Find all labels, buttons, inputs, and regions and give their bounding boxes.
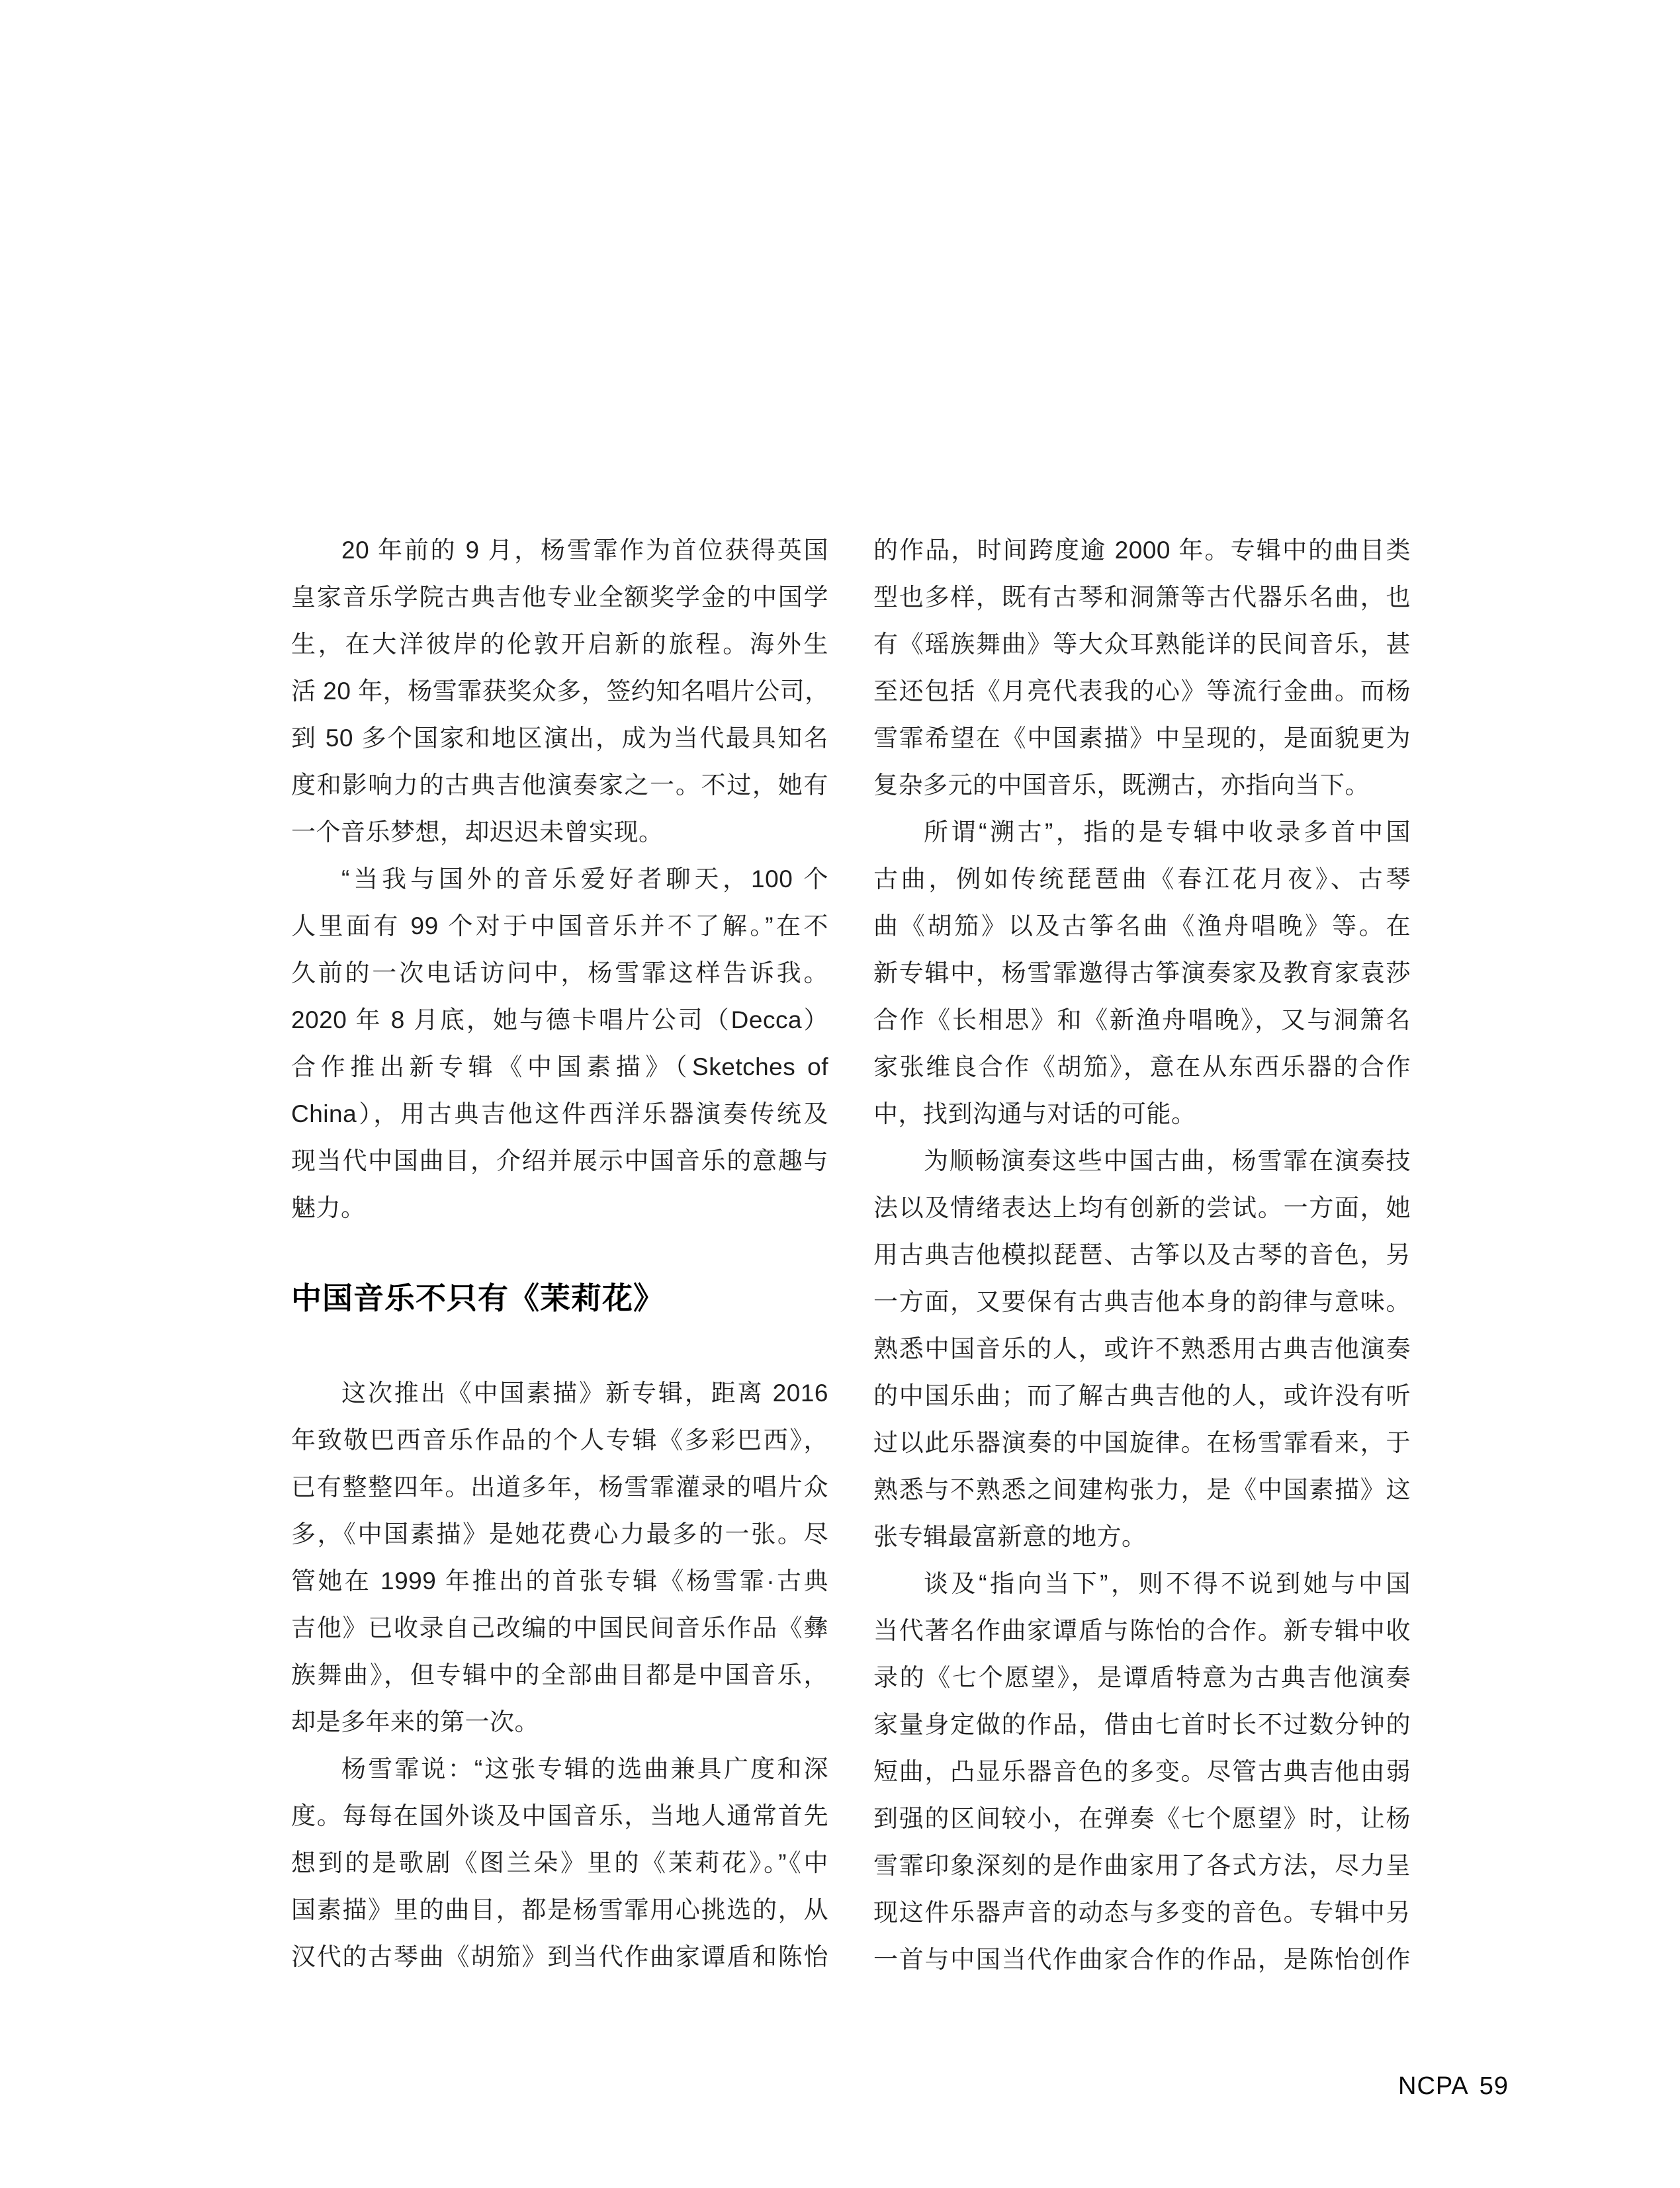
text-line: 熟悉与不熟悉之间建构张力，是《中国素描》这 [873, 1476, 1411, 1503]
text-line: 雪霏希望在《中国素描》中呈现的，是面貌更为 [873, 724, 1411, 752]
text-line: 录的《七个愿望》，是谭盾特意为古典吉他演奏 [873, 1664, 1411, 1691]
text-line: 熟悉中国音乐的人，或许不熟悉用古典吉他演奏 [873, 1335, 1411, 1362]
paragraph [873, 809, 1411, 1137]
paragraph [291, 527, 828, 855]
text-line: 却是多年来的第一次。 [291, 1708, 539, 1735]
text-line: 谈及“指向当下”，则不得不说到她与中国 [924, 1570, 1411, 1597]
text-line: 张专辑最富新意的地方。 [873, 1523, 1147, 1550]
footer-brand: NCPA [1398, 2072, 1469, 2100]
text-line: 2020 年 8 月底，她与德卡唱片公司（Decca） [291, 1006, 828, 1033]
text-line: 复杂多元的中国音乐，既溯古，亦指向当下。 [873, 771, 1370, 799]
text-line: 管她在 1999 年推出的首张专辑《杨雪霏·古典 [291, 1567, 828, 1595]
paragraph [873, 1137, 1411, 1560]
paragraph [291, 855, 828, 1231]
text-line: 有《瑶族舞曲》等大众耳熟能详的民间音乐，甚 [873, 631, 1411, 658]
text-line: 到 50 多个国家和地区演出，成为当代最具知名 [291, 724, 828, 752]
text-line: 短曲，凸显乐器音色的多变。尽管古典吉他由弱 [873, 1758, 1411, 1785]
paragraph [291, 1745, 828, 1980]
text-line: 这次推出《中国素描》新专辑，距离 2016 [341, 1379, 828, 1407]
page-footer [1398, 2071, 1509, 2101]
column-left [291, 527, 828, 1980]
page-number: 59 [1479, 2072, 1509, 2100]
text-line: 汉代的古琴曲《胡笳》到当代作曲家谭盾和陈怡 [291, 1943, 828, 1970]
text-line: 现当代中国曲目，介绍并展示中国音乐的意趣与 [291, 1147, 828, 1174]
text-line: 的中国乐曲；而了解古典吉他的人，或许没有听 [873, 1382, 1411, 1409]
text-line: 当代著名作曲家谭盾与陈怡的合作。新专辑中收 [873, 1617, 1411, 1644]
text-line: 一方面，又要保有古典吉他本身的韵律与意味。 [873, 1288, 1411, 1315]
text-line: 皇家音乐学院古典吉他专业全额奖学金的中国学 [291, 584, 828, 611]
text-line: 合作推出新专辑《中国素描》（Sketches of [291, 1053, 828, 1080]
text-line: 国素描》里的曲目，都是杨雪霏用心挑选的，从 [291, 1896, 828, 1923]
text-line: 家张维良合作《胡笳》，意在从东西乐器的合作 [873, 1053, 1411, 1080]
text-line: 法以及情绪表达上均有创新的尝试。一方面，她 [873, 1194, 1411, 1221]
text-line: China），用古典吉他这件西洋乐器演奏传统及 [291, 1100, 828, 1127]
text-line: 型也多样，既有古琴和洞箫等古代器乐名曲，也 [873, 584, 1411, 611]
text-line: 中，找到沟通与对话的可能。 [873, 1100, 1196, 1127]
text-line: 生，在大洋彼岸的伦敦开启新的旅程。海外生 [291, 631, 828, 658]
text-line: 所谓“溯古”，指的是专辑中收录多首中国 [924, 818, 1411, 846]
text-line: 曲《胡笳》以及古筝名曲《渔舟唱晚》等。在 [873, 912, 1411, 940]
text-line: 久前的一次电话访问中，杨雪霏这样告诉我。 [291, 959, 828, 986]
text-line: 过以此乐器演奏的中国旋律。在杨雪霏看来，于 [873, 1429, 1411, 1456]
paragraph [873, 527, 1411, 809]
text-line: 度和影响力的古典吉他演奏家之一。不过，她有 [291, 771, 828, 799]
text-line: 用古典吉他模拟琵琶、古筝以及古琴的音色，另 [873, 1241, 1411, 1268]
text-line: 族舞曲》，但专辑中的全部曲目都是中国音乐， [291, 1661, 828, 1688]
text-line: 新专辑中，杨雪霏邀得古筝演奏家及教育家袁莎 [873, 959, 1411, 986]
text-line: 魅力。 [291, 1194, 366, 1221]
paragraph [291, 1370, 828, 1745]
text-line: 合作《长相思》和《新渔舟唱晚》，又与洞箫名 [873, 1006, 1411, 1033]
text-line: 吉他》已收录自己改编的中国民间音乐作品《彝 [291, 1614, 828, 1641]
text-line: 度。每每在国外谈及中国音乐，当地人通常首先 [291, 1802, 828, 1829]
text-line: 雪霏印象深刻的是作曲家用了各式方法，尽力呈 [873, 1852, 1411, 1879]
text-line: 人里面有 99 个对于中国音乐并不了解。”在不 [291, 912, 828, 940]
text-line: “当我与国外的音乐爱好者聊天，100 个 [341, 865, 828, 893]
text-line: 到强的区间较小，在弹奏《七个愿望》时，让杨 [873, 1805, 1411, 1832]
section-heading: 中国音乐不只有《茉莉花》 [291, 1281, 664, 1315]
column-right [873, 527, 1411, 1983]
text-line: 的作品，时间跨度逾 2000 年。专辑中的曲目类 [873, 537, 1411, 564]
text-line: 至还包括《月亮代表我的心》等流行金曲。而杨 [873, 678, 1411, 705]
text-line: 20 年前的 9 月，杨雪霏作为首位获得英国 [341, 537, 828, 564]
text-line: 已有整整四年。出道多年，杨雪霏灌录的唱片众 [291, 1473, 828, 1501]
text-line: 一个音乐梦想，却迟迟未曾实现。 [291, 818, 664, 846]
text-line: 杨雪霏说：“这张专辑的选曲兼具广度和深 [341, 1755, 828, 1782]
text-line: 想到的是歌剧《图兰朵》里的《茉莉花》。”《中 [291, 1849, 828, 1876]
text-line: 年致敬巴西音乐作品的个人专辑《多彩巴西》， [291, 1426, 828, 1454]
text-line: 多，《中国素描》是她花费心力最多的一张。尽 [291, 1520, 828, 1548]
text-line: 一首与中国当代作曲家合作的作品，是陈怡创作 [873, 1946, 1411, 1973]
text-line: 现这件乐器声音的动态与多变的音色。专辑中另 [873, 1899, 1411, 1926]
text-line: 古曲，例如传统琵琶曲《春江花月夜》、古琴 [873, 865, 1411, 893]
text-line: 家量身定做的作品，借由七首时长不过数分钟的 [873, 1711, 1411, 1738]
paragraph [873, 1560, 1411, 1983]
text-line: 为顺畅演奏这些中国古曲，杨雪霏在演奏技 [924, 1147, 1411, 1174]
text-line: 活 20 年，杨雪霏获奖众多，签约知名唱片公司， [291, 678, 830, 705]
